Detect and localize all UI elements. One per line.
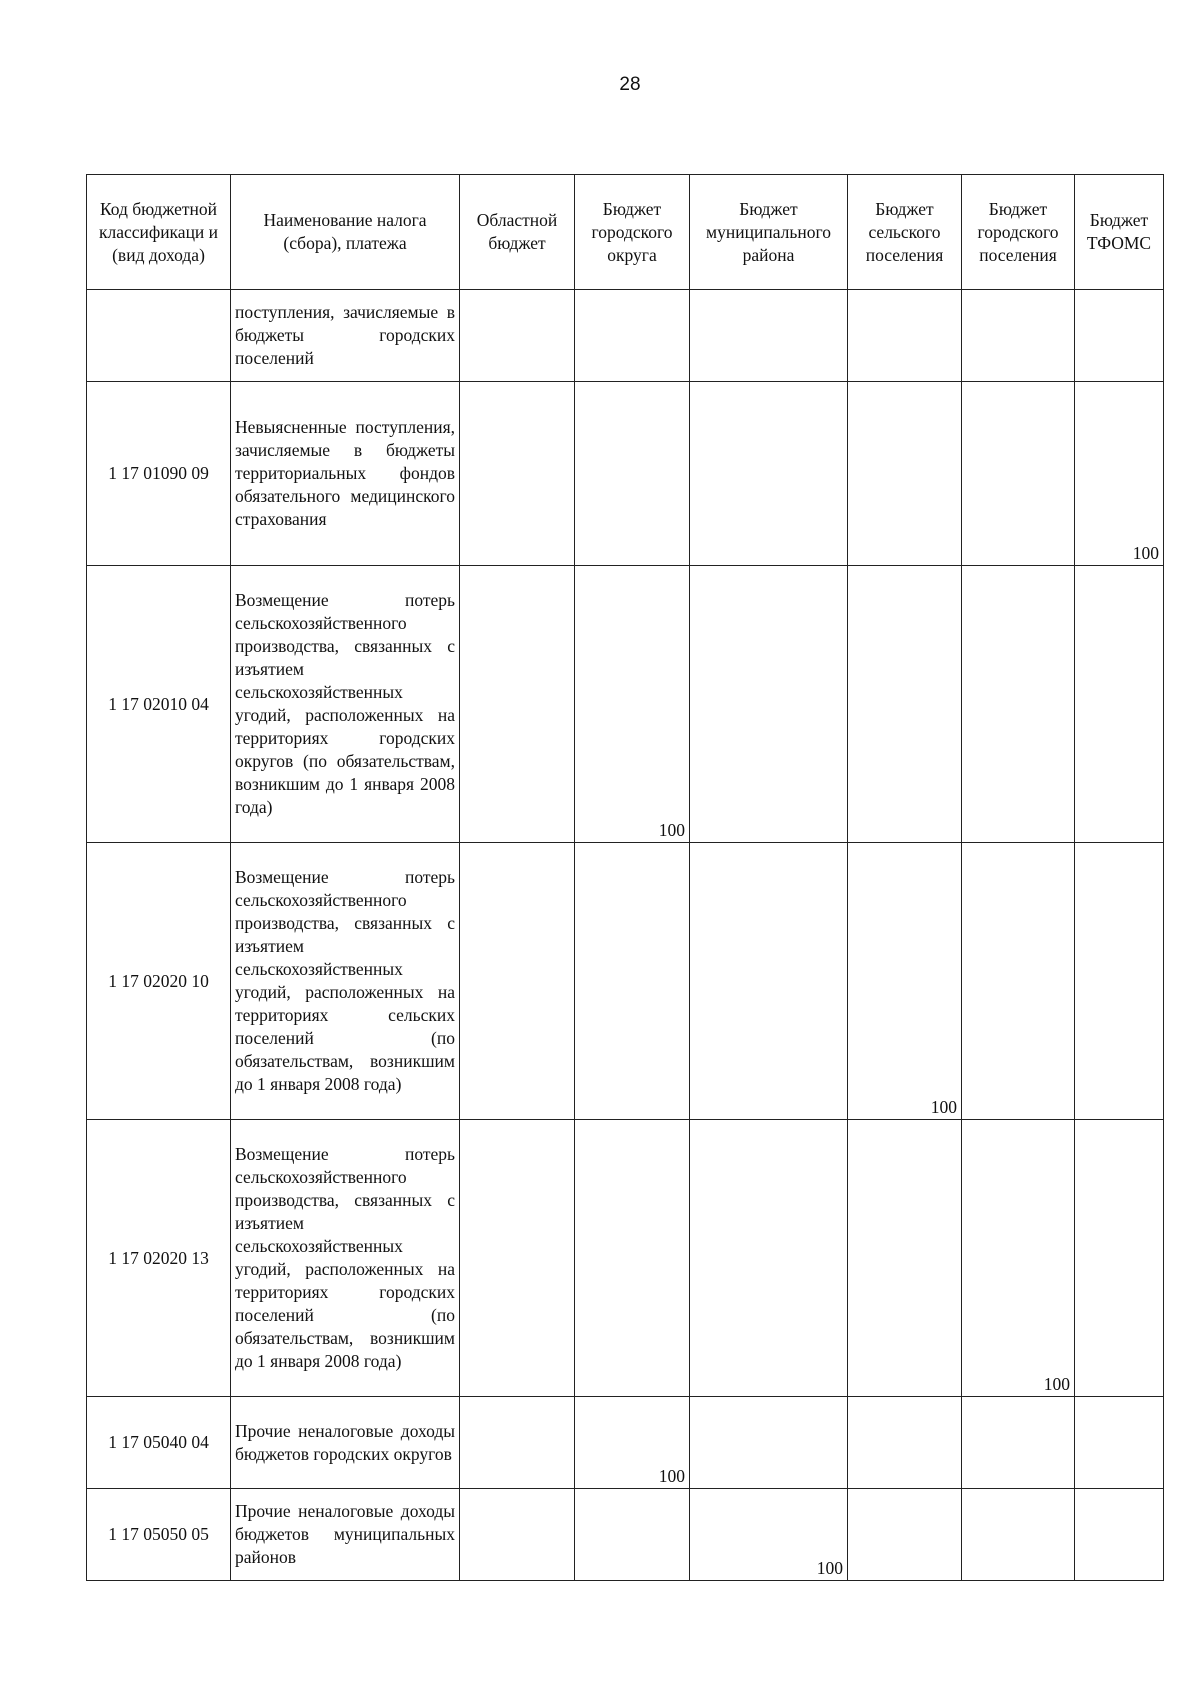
- row-name: Возмещение потерь сельскохозяйственного производства, связанных с изъятием сельскохозяйственных угодий, расположенных на территориях городских округов (по обязательствам, возникшим до 1 января 2008 года): [231, 566, 460, 843]
- value-tfoms: [1075, 843, 1164, 1120]
- value-rural-settlement: [848, 382, 962, 566]
- header-tfoms-budget: Бюджет ТФОМС: [1075, 175, 1164, 290]
- value-urban-settlement: 100: [962, 1120, 1075, 1397]
- header-city-district-budget: Бюджет городского округа: [575, 175, 690, 290]
- value-city-district: [575, 1489, 690, 1581]
- value-rural-settlement: [848, 1489, 962, 1581]
- header-name: Наименование налога (сбора), платежа: [231, 175, 460, 290]
- value-city-district: [575, 290, 690, 382]
- value-regional: [460, 290, 575, 382]
- header-regional-budget: Областной бюджет: [460, 175, 575, 290]
- value-urban-settlement: [962, 566, 1075, 843]
- value-tfoms: [1075, 1120, 1164, 1397]
- value-city-district: [575, 843, 690, 1120]
- value-municipal-district: 100: [690, 1489, 848, 1581]
- value-regional: [460, 1489, 575, 1581]
- value-regional: [460, 1120, 575, 1397]
- value-tfoms: [1075, 566, 1164, 843]
- value-tfoms: 100: [1075, 382, 1164, 566]
- value-rural-settlement: [848, 290, 962, 382]
- value-regional: [460, 1397, 575, 1489]
- header-municipal-district-budget: Бюджет муниципального района: [690, 175, 848, 290]
- table-row: [87, 290, 1164, 382]
- table-row: [87, 1120, 1164, 1397]
- value-rural-settlement: [848, 1120, 962, 1397]
- row-name: Возмещение потерь сельскохозяйственного производства, связанных с изъятием сельскохозяйственных угодий, расположенных на территориях городских поселений (по обязательствам, возникшим до 1 января 2008 года): [231, 1120, 460, 1397]
- value-municipal-district: [690, 566, 848, 843]
- row-name: Невыясненные поступления, зачисляемые в бюджеты территориальных фондов обязательного медицинского страхования: [231, 382, 460, 566]
- value-regional: [460, 566, 575, 843]
- table-row: [87, 843, 1164, 1120]
- value-city-district: [575, 382, 690, 566]
- table-row: [87, 382, 1164, 566]
- value-city-district: [575, 1120, 690, 1397]
- table-row: [87, 1489, 1164, 1581]
- table-row: [87, 1397, 1164, 1489]
- header-rural-settlement-budget: Бюджет сельского поселения: [848, 175, 962, 290]
- value-urban-settlement: [962, 1397, 1075, 1489]
- value-rural-settlement: 100: [848, 843, 962, 1120]
- value-municipal-district: [690, 382, 848, 566]
- value-urban-settlement: [962, 382, 1075, 566]
- revenue-classification-table: [86, 174, 1164, 1581]
- table-row: [87, 566, 1164, 843]
- row-code: 1 17 01090 09: [87, 382, 231, 566]
- value-regional: [460, 382, 575, 566]
- row-code: 1 17 02020 10: [87, 843, 231, 1120]
- value-regional: [460, 843, 575, 1120]
- row-code: 1 17 05050 05: [87, 1489, 231, 1581]
- value-rural-settlement: [848, 1397, 962, 1489]
- row-name: Прочие неналоговые доходы бюджетов муниципальных районов: [231, 1489, 460, 1581]
- value-municipal-district: [690, 843, 848, 1120]
- header-code: Код бюджетной классификаци и (вид дохода): [87, 175, 231, 290]
- value-city-district: 100: [575, 566, 690, 843]
- value-tfoms: [1075, 1489, 1164, 1581]
- header-urban-settlement-budget: Бюджет городского поселения: [962, 175, 1075, 290]
- row-code: 1 17 02020 13: [87, 1120, 231, 1397]
- row-code: 1 17 05040 04: [87, 1397, 231, 1489]
- value-urban-settlement: [962, 290, 1075, 382]
- row-name: поступления, зачисляемые в бюджеты городских поселений: [231, 290, 460, 382]
- value-municipal-district: [690, 1120, 848, 1397]
- row-name: Возмещение потерь сельскохозяйственного производства, связанных с изъятием сельскохозяйственных угодий, расположенных на территориях сельских поселений (по обязательствам, возникшим до 1 января 2008 года): [231, 843, 460, 1120]
- page-number: 28: [619, 74, 641, 95]
- table-header-row: [87, 175, 1164, 290]
- value-municipal-district: [690, 290, 848, 382]
- row-code: 1 17 02010 04: [87, 566, 231, 843]
- value-urban-settlement: [962, 1489, 1075, 1581]
- row-code: [87, 290, 231, 382]
- value-tfoms: [1075, 290, 1164, 382]
- row-name: Прочие неналоговые доходы бюджетов городских округов: [231, 1397, 460, 1489]
- value-municipal-district: [690, 1397, 848, 1489]
- value-urban-settlement: [962, 843, 1075, 1120]
- value-rural-settlement: [848, 566, 962, 843]
- value-city-district: 100: [575, 1397, 690, 1489]
- value-tfoms: [1075, 1397, 1164, 1489]
